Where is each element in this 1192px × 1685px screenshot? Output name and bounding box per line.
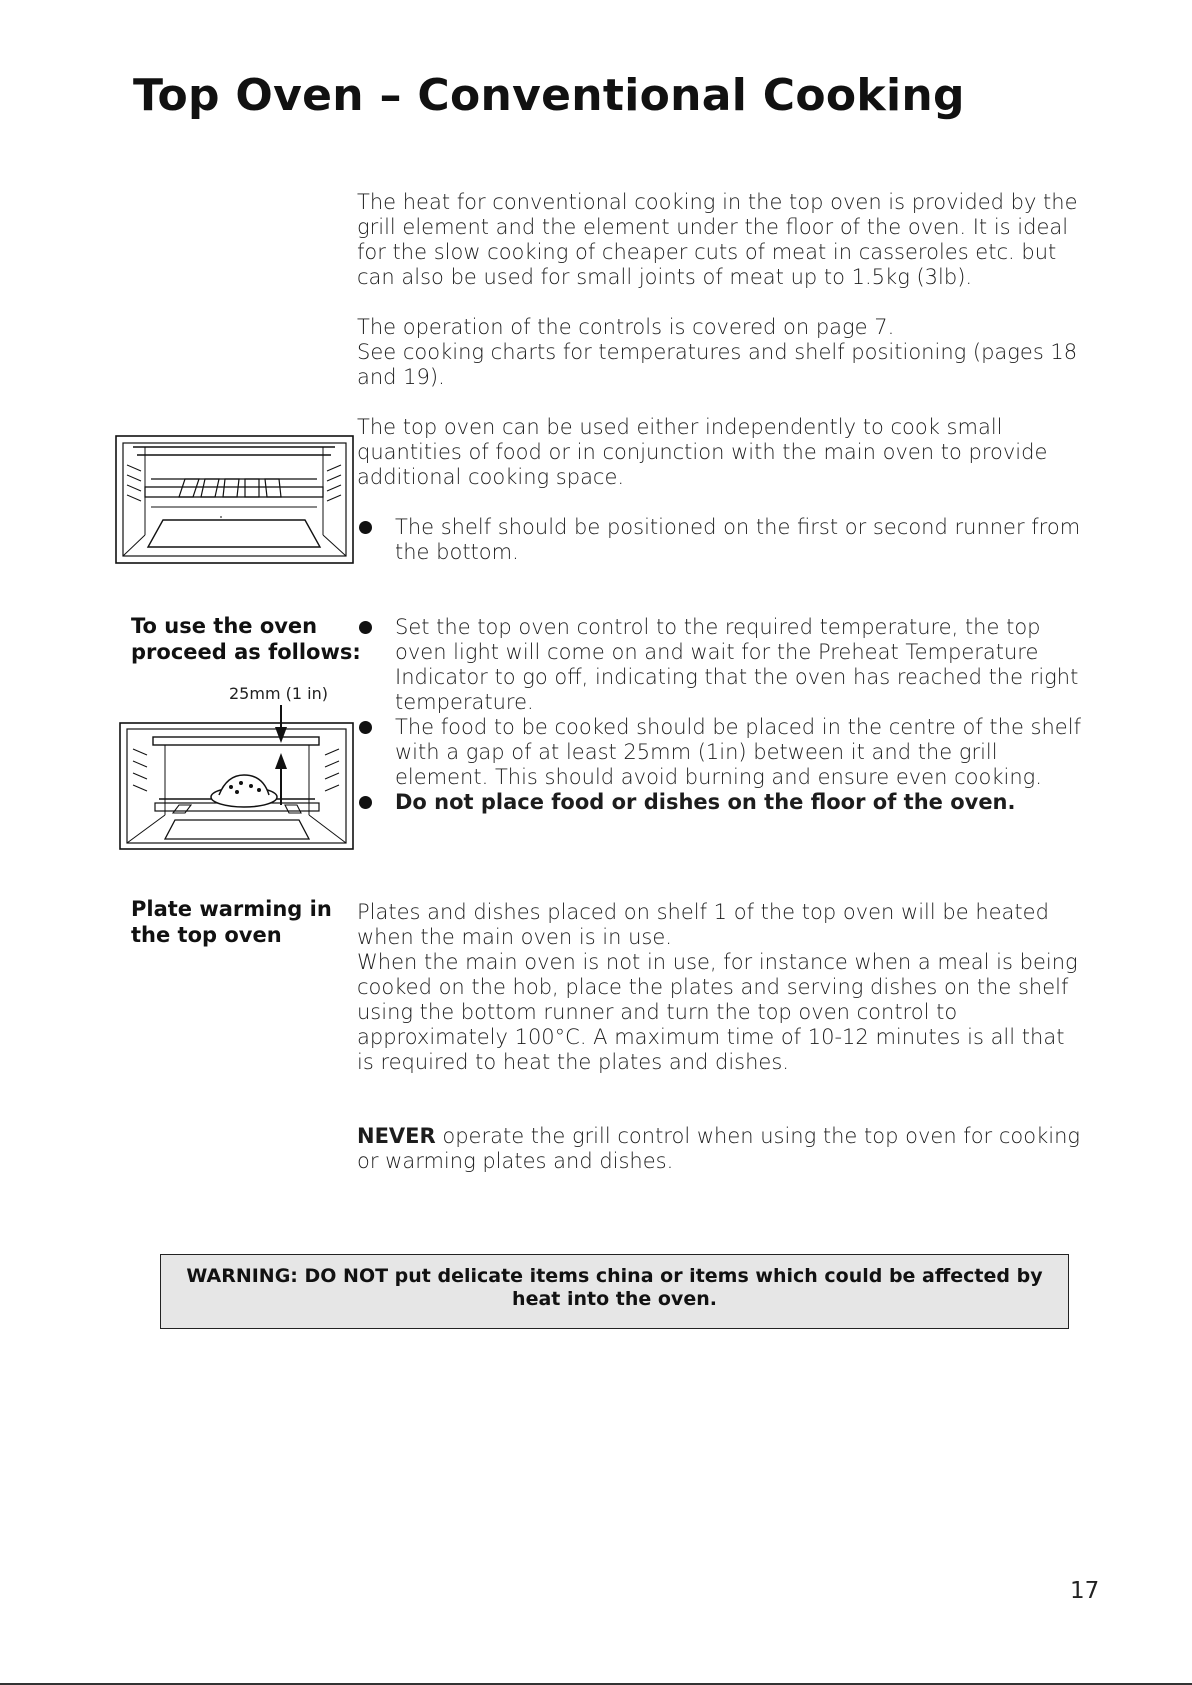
never-paragraph — [357, 1124, 1087, 1174]
never-rest: operate the grill control when using the top oven for cooking or warming plates and dishes. — [357, 1124, 1080, 1173]
independent-paragraph: The top oven can be used either independently to cook small quantities of food or in conjunction with the main oven to provide additional cooking space. — [357, 415, 1048, 489]
use-oven-bullet-list — [357, 615, 1087, 815]
page-number: 17 — [1070, 1578, 1100, 1604]
plate-warming-heading: Plate warming in the top oven — [131, 897, 332, 947]
controls-paragraph-line-1: The operation of the controls is covered on page 7. — [357, 315, 895, 339]
page-title: Top Oven – Conventional Cooking — [133, 70, 965, 121]
list-item — [357, 515, 1087, 565]
bullet-icon — [359, 721, 372, 734]
bullet-icon — [359, 796, 372, 809]
never-word: NEVER — [357, 1124, 436, 1148]
list-item-text: The shelf should be positioned on the first or second runner from the bottom. — [395, 515, 1081, 564]
list-item-text: Set the top oven control to the required temperature, the top oven light will come on and wait for the Preheat Temperature Indicator to go off, indicating that the oven has reached the right temperature. — [395, 615, 1079, 714]
warning-text: WARNING: DO NOT put delicate items china or items which could be affected by heat into the oven. — [186, 1265, 1043, 1310]
list-item — [357, 715, 1087, 790]
plate-warming-paragraph — [357, 900, 1087, 1075]
shelf-bullet-list — [357, 515, 1087, 565]
bullet-icon — [359, 521, 372, 534]
list-item-text: Do not place food or dishes on the floor of the oven. — [395, 790, 1016, 814]
list-item — [357, 615, 1087, 715]
plate-warming-line-2: When the main oven is not in use, for instance when a meal is being cooked on the hob, place the plates and serving dishes on the shelf using the bottom runner and turn the top oven control to approximately 100°C. A maximum time of 10-12 minutes is all that is required to heat the plates and dishes. — [357, 950, 1078, 1074]
oven-food-gap-illustration — [119, 705, 355, 851]
plate-warming-line-1: Plates and dishes placed on shelf 1 of the top oven will be heated when the main oven is in use. — [357, 900, 1049, 949]
list-item — [357, 790, 1087, 815]
oven-shelf-position-illustration — [115, 435, 355, 565]
bullet-icon — [359, 621, 372, 634]
use-oven-heading: To use the oven proceed as follows: — [131, 614, 361, 664]
controls-paragraph-line-2: See cooking charts for temperatures and shelf positioning (pages 18 and 19). — [357, 340, 1078, 389]
gap-label: 25mm (1 in) — [229, 684, 328, 703]
warning-box — [160, 1254, 1069, 1329]
list-item-text: The food to be cooked should be placed in the centre of the shelf with a gap of at least 25mm (1in) between it and the grill element. This should avoid burning and ensure even cooking. — [395, 715, 1081, 789]
intro-paragraph: The heat for conventional cooking in the top oven is provided by the grill element and the element under the floor of the oven. It is ideal for the slow cooking of cheaper cuts of meat in casseroles etc. but can also be used for small joints of meat up to 1.5kg (3lb). — [357, 190, 1078, 289]
controls-paragraph — [357, 315, 1087, 390]
